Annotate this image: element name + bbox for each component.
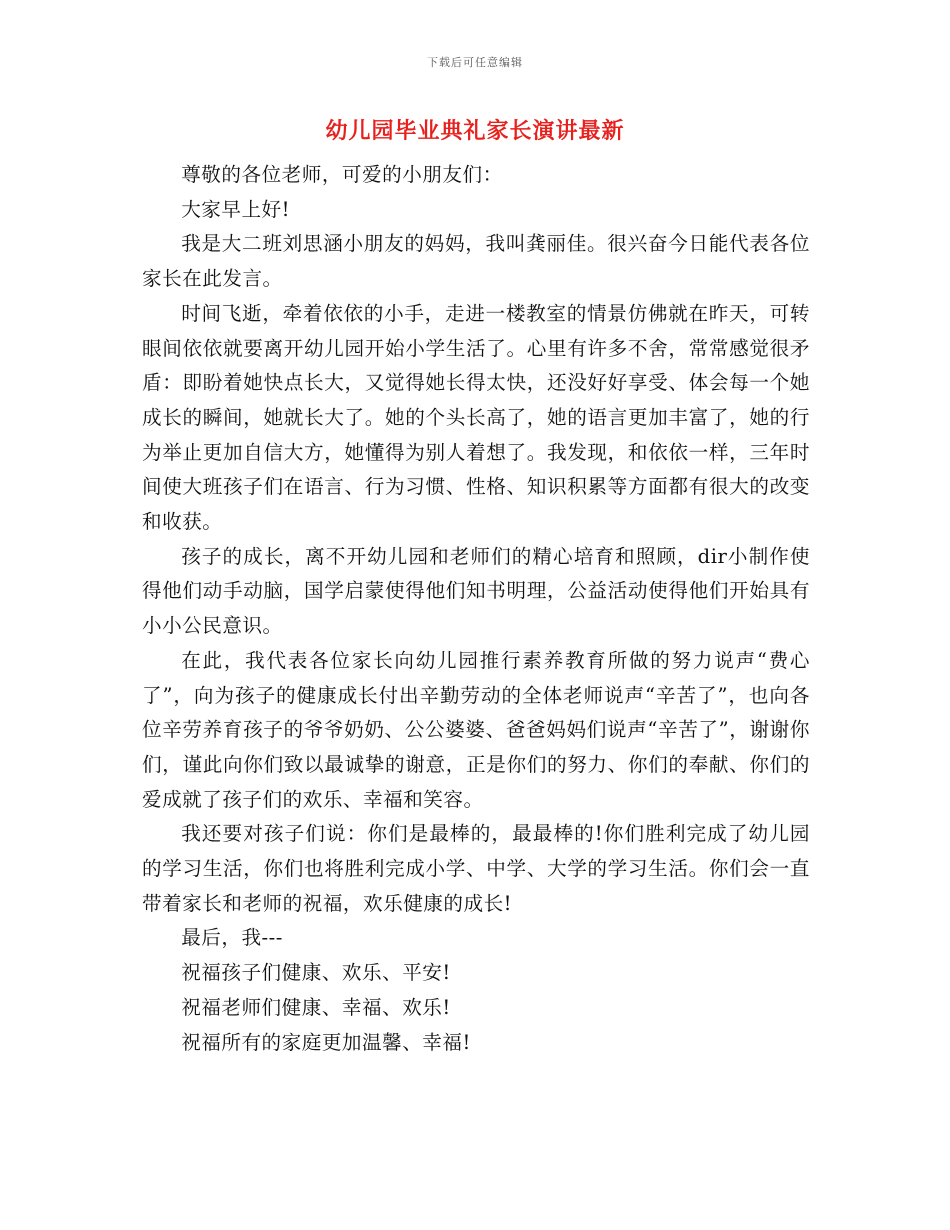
paragraph-growth: 孩子的成长，离不开幼儿园和老师们的精心培育和照顾，dir小制作使得他们动手动脑，国学启蒙使得他们知书明理，公益活动使得他们开始具有小小公民意识。 [142,544,810,638]
paragraph-finally: 最后，我--- [181,926,283,950]
paragraph-wish-teachers: 祝福老师们健康、幸福、欢乐! [181,995,451,1019]
paragraph-to-children: 我还要对孩子们说：你们是最棒的，最最棒的!你们胜利完成了幼儿园的学习生活，你们也将胜利完成小学、中学、大学的学习生活。你们会一直带着家长和老师的祝福，欢乐健康的成长! [142,822,810,915]
paragraph-good-morning: 大家早上好! [181,197,291,221]
paragraph-time-flies: 时间飞逝，牵着依依的小手，走进一楼教室的情景仿佛就在昨天，可转眼间依依就要离开幼儿园开始小学生活了。心里有许多不舍，常常感觉很矛盾：即盼着她快点长大，又觉得她长得太快，还没好好享受、体会每一个她成长的瞬间，她就长大了。她的个头长高了，她的语言更加丰富了，她的行为举止更加自信大方，她懂得为别人着想了。我发现，和依依一样，三年时间使大班孩子们在语言、行为习惯、性格、知识积累等方面都有很大的改变和收获。 [142,301,810,534]
document-title: 幼儿园毕业典礼家长演讲最新 [325,119,625,144]
paragraph-thanks: 在此，我代表各位家长向幼儿园推行素养教育所做的努力说声“费心了”，向为孩子的健康成长付出辛勤劳动的全体老师说声“辛苦了”，也向各位辛劳养育孩子的爷爷奶奶、公公婆婆、爸爸妈妈们说声“辛苦了”，谢谢你们，谨此向你们致以最诚挚的谢意，正是你们的努力、你们的奉献、你们的爱成就了孩子们的欢乐、幸福和笑容。 [142,648,810,811]
header-note: 下载后可任意编辑 [427,56,523,69]
paragraph-greeting: 尊敬的各位老师，可爱的小朋友们： [181,163,503,186]
paragraph-introduction: 我是大二班刘思涵小朋友的妈妈，我叫龚丽佳。很兴奋今日能代表各位家长在此发言。 [142,232,810,291]
document-body [142,158,810,1060]
paragraph-wish-families: 祝福所有的家庭更加温馨、幸福! [181,1030,471,1054]
paragraph-wish-children: 祝福孩子们健康、欢乐、平安! [181,961,451,985]
